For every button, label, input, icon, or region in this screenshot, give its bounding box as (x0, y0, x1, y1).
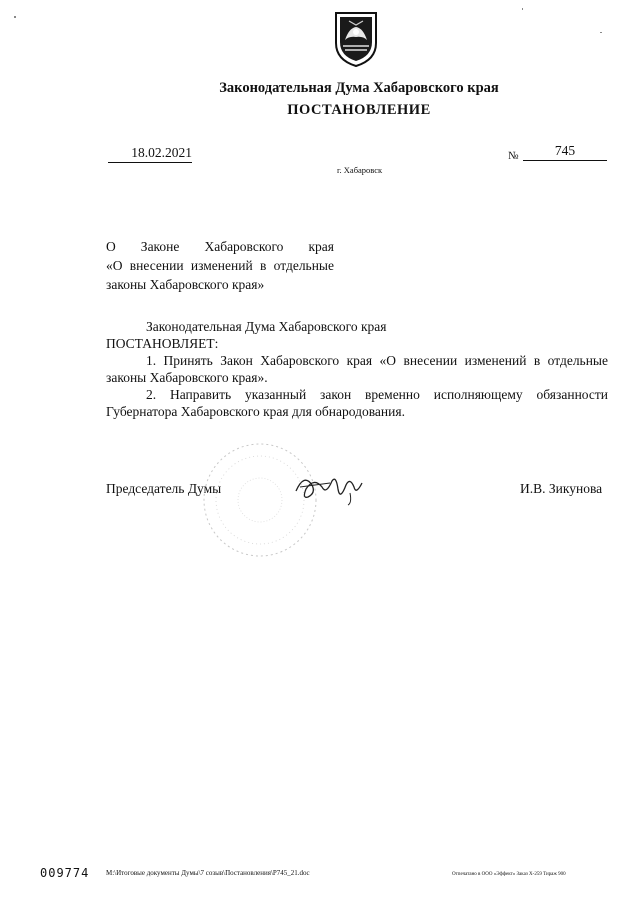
handwritten-signature (290, 467, 370, 507)
scan-speck (14, 16, 16, 18)
intro-line: Законодательная Дума Хабаровского края (146, 319, 387, 334)
file-path: M:\Итоговые документы Думы\7 созыв\Постановления\P745_21.doc (106, 869, 310, 877)
organization-title: Законодательная Дума Хабаровского края (219, 80, 499, 96)
document-subject (106, 237, 334, 294)
document-number: 745 (523, 143, 607, 161)
document-city: г. Хабаровск (337, 165, 383, 175)
subject-line: О Законе Хабаровского края (106, 239, 334, 254)
resolution-keyword: ПОСТАНОВЛЯЕТ: (106, 336, 219, 351)
subject-line: «О внесении изменений в отдельные (106, 258, 334, 273)
coat-of-arms-emblem (331, 10, 381, 68)
subject-line: законы Хабаровского края» (106, 277, 265, 292)
form-serial-number: 009774 (40, 866, 90, 880)
signatory-name: И.В. Зикунова (520, 481, 603, 496)
printer-note: Отпечатано в ООО «Эффект» Заказ Х-259 Тираж 900 (452, 872, 566, 877)
document-body (106, 318, 608, 420)
scan-speck (600, 32, 602, 33)
signatory-position: Председатель Думы (106, 481, 222, 496)
number-label: № (508, 150, 519, 162)
scan-speck (522, 8, 523, 10)
resolution-item: 1. Принять Закон Хабаровского края «О внесении изменений в отдельные законы Хабаровского края». (106, 353, 608, 385)
resolution-item: 2. Направить указанный закон временно исполняющему обязанности Губернатора Хабаровского края для обнародования. (106, 387, 608, 419)
document-type-title: ПОСТАНОВЛЕНИЕ (287, 102, 431, 118)
document-date: 18.02.2021 (108, 145, 192, 163)
